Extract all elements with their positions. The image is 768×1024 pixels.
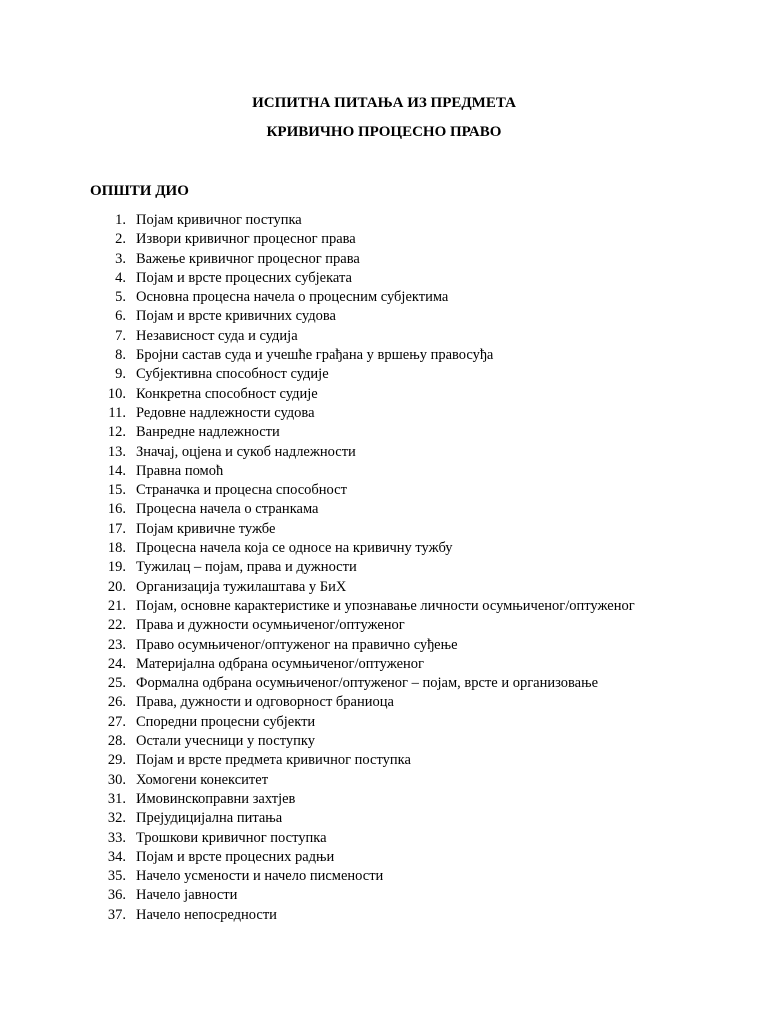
- question-text: Споредни процесни субјекти: [136, 713, 316, 730]
- question-number: 33.: [107, 829, 126, 846]
- question-text: Субјективна способност судије: [136, 366, 329, 383]
- list-item: [0, 848, 768, 867]
- question-text: Прејудицијална питања: [136, 810, 283, 827]
- list-item: [0, 462, 768, 481]
- question-text: Права, дужности и одговорност браниоца: [136, 694, 394, 711]
- list-item: [0, 558, 768, 577]
- question-number: 14.: [107, 462, 126, 479]
- list-item: [0, 443, 768, 462]
- question-text: Ванредне надлежности: [136, 424, 280, 441]
- question-list: [0, 211, 768, 925]
- list-item: [0, 771, 768, 790]
- question-number: 10.: [107, 385, 126, 402]
- question-number: 2.: [115, 231, 126, 248]
- question-text: Појам и врсте процесних субјеката: [136, 269, 352, 286]
- question-number: 4.: [115, 269, 126, 286]
- question-text: Појам, основне карактеристике и упознавање личности осумњиченог/оптуженог: [136, 597, 635, 614]
- question-text: Остали учесници у поступку: [136, 733, 315, 750]
- question-number: 18.: [107, 540, 126, 557]
- question-text: Процесна начела о странкама: [136, 501, 319, 518]
- question-text: Појам и врсте процесних радњи: [136, 848, 335, 865]
- question-text: Значај, оцјена и сукоб надлежности: [136, 443, 356, 460]
- list-item: [0, 520, 768, 539]
- list-item: [0, 211, 768, 230]
- list-item: [0, 327, 768, 346]
- list-item: [0, 906, 768, 925]
- question-text: Појам кривичног поступка: [136, 212, 302, 228]
- question-text: Појам кривичне тужбе: [136, 520, 276, 537]
- question-number: 21.: [107, 597, 126, 614]
- list-item: [0, 288, 768, 307]
- question-text: Материјална одбрана осумњиченог/оптуженог: [136, 655, 424, 672]
- list-item: [0, 404, 768, 423]
- question-text: Трошкови кривичног поступка: [136, 829, 327, 846]
- question-text: Формална одбрана осумњиченог/оптуженог – појам, врсте и организовање: [136, 675, 599, 692]
- list-item: [0, 269, 768, 288]
- list-item: [0, 230, 768, 249]
- question-number: 16.: [107, 501, 126, 518]
- question-number: 19.: [107, 559, 126, 576]
- question-number: 32.: [107, 810, 126, 827]
- question-text: Организација тужилаштава у БиХ: [136, 578, 347, 595]
- question-number: 3.: [115, 250, 126, 267]
- question-text: Права и дужности осумњиченог/оптуженог: [136, 617, 405, 634]
- question-number: 26.: [107, 694, 126, 711]
- question-text: Процесна начела која се односе на кривичну тужбу: [136, 540, 453, 557]
- question-text: Хомогени конекситет: [136, 771, 269, 788]
- question-text: Бројни састав суда и учешће грађана у вршењу правосуђа: [136, 347, 494, 364]
- list-item: [0, 539, 768, 558]
- list-item: [0, 250, 768, 269]
- question-text: Појам и врсте кривичних судова: [136, 308, 336, 325]
- question-text: Имовинскоправни захтјев: [136, 790, 296, 807]
- question-text: Редовне надлежности судова: [136, 404, 315, 421]
- question-number: 6.: [115, 308, 126, 325]
- question-text: Важење кривичног процесног права: [136, 250, 360, 267]
- document-title-line-1: ИСПИТНА ПИТАЊА ИЗ ПРЕДМЕТА: [252, 95, 516, 111]
- question-text: Независност суда и судија: [136, 327, 298, 344]
- list-item: [0, 500, 768, 519]
- question-text: Правна помоћ: [136, 462, 224, 479]
- question-number: 9.: [115, 366, 126, 383]
- list-item: [0, 597, 768, 616]
- list-item: [0, 674, 768, 693]
- list-item: [0, 732, 768, 751]
- question-text: Начело непосредности: [136, 906, 277, 923]
- question-number: 20.: [107, 578, 126, 595]
- question-number: 24.: [107, 655, 126, 672]
- question-number: 23.: [107, 636, 126, 653]
- list-item: [0, 790, 768, 809]
- question-text: Појам и врсте предмета кривичног поступка: [136, 752, 411, 769]
- list-item: [0, 346, 768, 365]
- list-item: [0, 616, 768, 635]
- list-item: [0, 713, 768, 732]
- section-heading: ОПШТИ ДИО: [90, 183, 189, 199]
- question-number: 27.: [107, 713, 126, 730]
- question-number: 35.: [107, 868, 126, 885]
- question-number: 15.: [107, 482, 126, 499]
- question-number: 7.: [115, 327, 126, 344]
- list-item: [0, 886, 768, 905]
- list-item: [0, 809, 768, 828]
- list-item: [0, 578, 768, 597]
- question-text: Начело јавности: [136, 887, 238, 904]
- question-text: Право осумњиченог/оптуженог на правично суђење: [136, 636, 458, 653]
- question-number: 29.: [107, 752, 126, 769]
- question-text: Страначка и процесна способност: [136, 482, 347, 499]
- question-text: Извори кривичног процесног права: [136, 231, 356, 248]
- question-number: 25.: [107, 675, 126, 692]
- question-number: 37.: [107, 906, 126, 923]
- list-item: [0, 481, 768, 500]
- list-item: [0, 636, 768, 655]
- question-number: 5.: [115, 289, 126, 306]
- list-item: [0, 751, 768, 770]
- question-number: 34.: [107, 848, 126, 865]
- list-item: [0, 423, 768, 442]
- question-number: 36.: [107, 887, 126, 904]
- question-number: 17.: [107, 520, 126, 537]
- document-title-line-2: КРИВИЧНО ПРОЦЕСНО ПРАВО: [266, 124, 502, 140]
- list-item: [0, 693, 768, 712]
- question-number: 13.: [107, 443, 126, 460]
- question-text: Конкретна способност судије: [136, 385, 318, 402]
- question-number: 11.: [108, 404, 126, 421]
- question-number: 28.: [107, 733, 126, 750]
- question-number: 22.: [107, 617, 126, 634]
- list-item: [0, 655, 768, 674]
- question-number: 30.: [107, 771, 126, 788]
- question-number: 1.: [115, 212, 126, 228]
- list-item: [0, 307, 768, 326]
- question-number: 12.: [107, 424, 126, 441]
- list-item: [0, 867, 768, 886]
- list-item: [0, 829, 768, 848]
- question-number: 8.: [115, 347, 126, 364]
- question-text: Основна процесна начела о процесним субјектима: [136, 289, 449, 306]
- list-item: [0, 385, 768, 404]
- list-item: [0, 365, 768, 384]
- question-text: Начело усмености и начело писмености: [136, 868, 384, 885]
- question-number: 31.: [107, 790, 126, 807]
- question-text: Тужилац – појам, права и дужности: [136, 559, 357, 576]
